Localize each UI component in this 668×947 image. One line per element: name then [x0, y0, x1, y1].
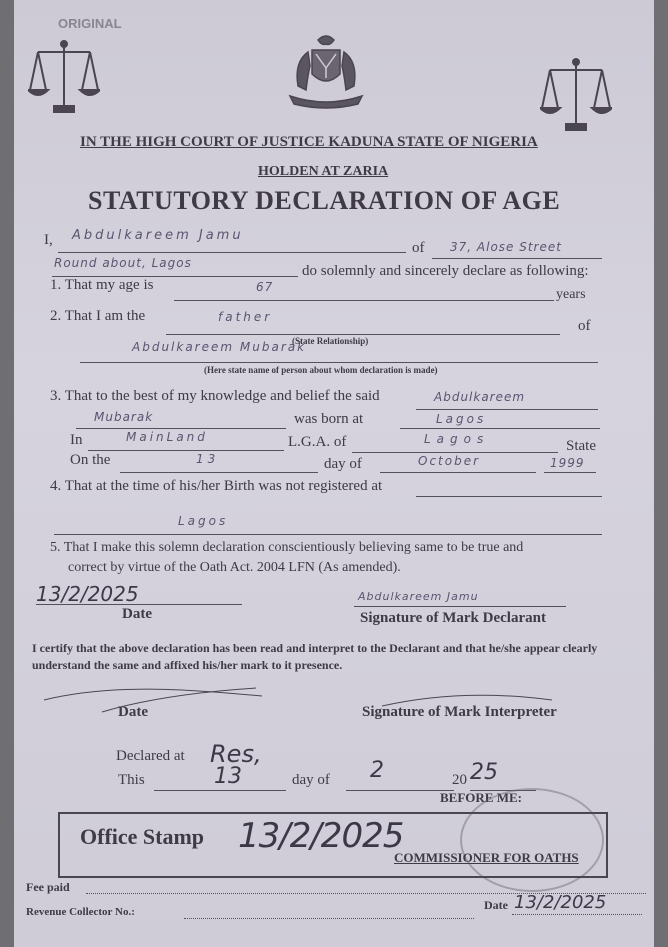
declared-year-prefix: 20: [452, 772, 467, 788]
declarant-signature: Abdulkareem Jamu: [358, 590, 479, 603]
declared-day: 13: [214, 764, 242, 789]
coat-of-arms-icon: [278, 30, 374, 116]
of-label: of: [412, 240, 425, 256]
revenue-date-value: 13/2/2025: [514, 892, 607, 913]
solemn-declaration-text: do solemnly and sincerely declare as following:: [302, 263, 589, 279]
in-value: MainLand: [126, 430, 208, 444]
court-heading: IN THE HIGH COURT OF JUSTICE KADUNA STATE OF NIGERIA: [80, 134, 538, 150]
office-stamp-date: 13/2/2025: [238, 816, 404, 856]
interpreter-signature-label: Signature of Mark Interpreter: [362, 704, 557, 720]
state-relationship-note: (State Relationship): [292, 336, 369, 346]
page-title: STATUTORY DECLARATION OF AGE: [88, 186, 561, 215]
interpretation-date-label: Date: [118, 704, 148, 720]
i-label: I,: [44, 232, 53, 248]
declaration-date-label: Date: [122, 606, 152, 622]
declarant-signature-label: Signature of Mark Declarant: [360, 610, 546, 626]
relationship-value: father: [218, 310, 273, 324]
born-at-value: Lagos: [436, 412, 487, 426]
subject-name-note: (Here state name of person about whom declaration is made): [204, 365, 438, 375]
revenue-date-label: Date: [484, 898, 508, 912]
declarant-name: Abdulkareem Jamu: [72, 228, 244, 243]
on-the-label: On the: [70, 452, 111, 468]
day-of-label: day of: [324, 456, 362, 472]
original-stamp: ORIGINAL: [58, 16, 122, 31]
birth-subject-name-2: Mubarak: [94, 410, 154, 424]
registration-label: 4. That at the time of his/her Birth was not registered at: [50, 478, 383, 494]
scales-of-justice-icon-left: [28, 38, 100, 118]
revenue-collector-label: Revenue Collector No.:: [26, 906, 135, 918]
age-unit: years: [556, 287, 586, 302]
scales-of-justice-icon-right: [540, 56, 612, 136]
declarant-address-line-2: Round about, Lagos: [54, 256, 192, 270]
birth-day: 13: [196, 452, 220, 466]
relationship-of-label: of: [578, 318, 591, 334]
declaration-form: [14, 0, 654, 947]
clause-5-line-1: 5. That I make this solemn declaration conscientiously believing same to be true and: [50, 540, 524, 555]
born-at-label: was born at: [294, 411, 364, 427]
age-value: 67: [256, 280, 274, 294]
in-label: In: [70, 432, 83, 448]
state-label: State: [566, 438, 596, 454]
clause-5-line-2: correct by virtue of the Oath Act. 2004 LFN (As amended).: [68, 560, 401, 575]
declared-year-suffix: 25: [470, 760, 498, 785]
fee-paid-label: Fee paid: [26, 880, 70, 894]
declared-at-value: Res,: [210, 740, 262, 768]
subject-name: Abdulkareem Mubarak: [132, 340, 307, 354]
declaration-date-value: 13/2/2025: [36, 582, 139, 606]
commissioner-label: COMMISSIONER FOR OATHS: [394, 850, 579, 865]
birth-month: October: [418, 454, 481, 468]
before-me-label: BEFORE ME:: [440, 790, 522, 805]
declared-at-label: Declared at: [116, 748, 185, 764]
declared-month: 2: [370, 758, 384, 783]
this-label: This: [118, 772, 145, 788]
registration-place: Lagos: [178, 514, 229, 528]
age-label: 1. That my age is: [50, 277, 154, 293]
holden-heading: HOLDEN AT ZARIA: [258, 164, 389, 179]
birth-subject-name-1: Abdulkareem: [434, 390, 526, 404]
certification-text: I certify that the above declaration has been read and interpret to the Declarant and that he/she appear clearly understand the same and affixed his/her mark to it presence.: [32, 641, 598, 672]
birth-year: 1999: [550, 456, 585, 470]
declared-day-of-label: day of: [292, 772, 330, 788]
declarant-address-line-1: 37, Alose Street: [450, 240, 562, 254]
relationship-label: 2. That I am the: [50, 308, 146, 324]
lga-label: L.G.A. of: [288, 434, 347, 450]
lga-value: Lagos: [424, 432, 490, 446]
office-stamp-label: Office Stamp: [80, 824, 205, 849]
birth-belief-label: 3. That to the best of my knowledge and belief the said: [50, 388, 380, 404]
